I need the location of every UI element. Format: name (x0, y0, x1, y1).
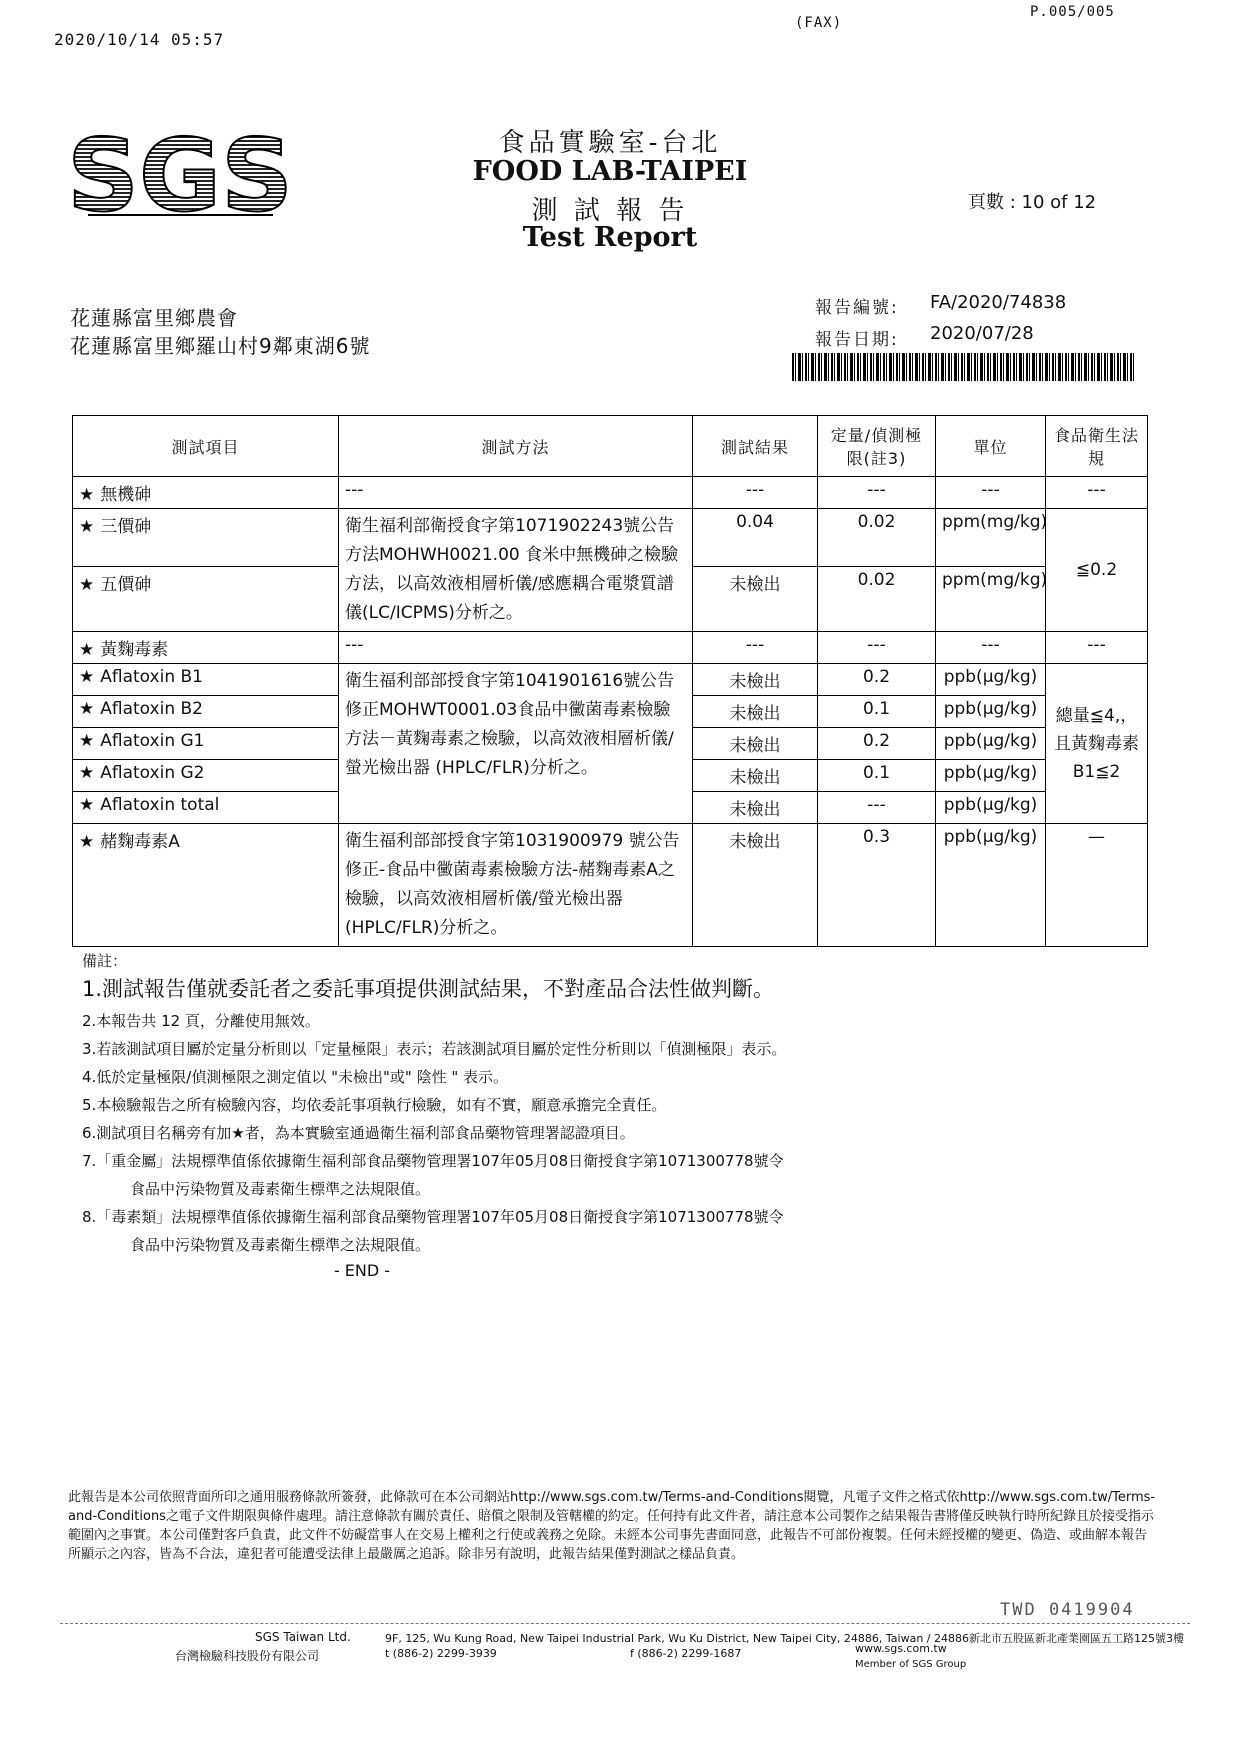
note-item: 4.低於定量極限/偵測極限之測定值以 "未檢出"或" 陰性 " 表示。 (82, 1068, 509, 1086)
result-cell: 未檢出 (693, 824, 818, 947)
note-item: 5.本檢驗報告之所有檢驗內容，均依委託事項執行檢驗，如有不實，願意承擔完全責任。 (82, 1096, 667, 1114)
fax-datetime: 2020/10/14 05:57 (54, 30, 225, 49)
limit-cell: 0.02 (818, 567, 936, 632)
method-cell: 衛生福利部部授食字第1041901616號公告修正MOHWT0001.03食品中黴菌毒素檢驗方法－黃麴毒素之檢驗，以高效液相層析儀/螢光檢出器 (HPLC/FLR)分析之。 (339, 664, 693, 824)
header-limit: 定量/偵測極限(註3) (818, 416, 936, 477)
table-row (73, 477, 1148, 509)
fax-page-ref: P.005/005 (1030, 4, 1115, 20)
note-item: 7.「重金屬」法規標準值係依據衛生福利部食品藥物管理署107年05月08日衛授食字第1071300778號令 (82, 1152, 784, 1170)
table-row (73, 632, 1148, 664)
note-item: 食品中污染物質及毒素衛生標準之法規限值。 (130, 1180, 431, 1198)
footer-fax: f (886-2) 2299-1687 (630, 1647, 742, 1660)
note-item: 1.測試報告僅就委託者之委託事項提供測試結果，不對產品合法性做判斷。 (82, 977, 775, 1001)
header-test-method: 測試方法 (339, 416, 693, 477)
test-results-table (72, 415, 1148, 947)
table-row (73, 509, 1148, 567)
regulation-cell: --- (1046, 632, 1148, 664)
page-label: 頁數 : (968, 192, 1016, 213)
item-cell: ★ 三價砷 (73, 509, 339, 567)
header-regulation: 食品衛生法規 (1046, 416, 1148, 477)
footer-company-en: SGS Taiwan Ltd. (255, 1630, 351, 1644)
footer-member: Member of SGS Group (855, 1659, 967, 1670)
item-cell: ★ Aflatoxin B1 (73, 664, 339, 696)
method-cell: 衛生福利部部授食字第1031900979 號公告修正-食品中黴菌毒素檢驗方法-赭麴毒素A之檢驗，以高效液相層析儀/螢光檢出器(HPLC/FLR)分析之。 (339, 824, 693, 947)
method-cell: 衛生福利部衛授食字第1071902243號公告方法MOHWH0021.00 食米中無機砷之檢驗方法，以高效液相層析儀/感應耦合電漿質譜儀(LC/ICPMS)分析之。 (339, 509, 693, 632)
unit-cell: ppm(mg/kg) (936, 509, 1046, 567)
unit-cell: ppm(mg/kg) (936, 567, 1046, 632)
header-test-item: 測試項目 (73, 416, 339, 477)
lab-title-en: FOOD LAB-TAIPEI (472, 156, 748, 187)
limit-cell: 0.2 (818, 728, 936, 760)
footer-address: 9F, 125, Wu Kung Road, New Taipei Industrial Park, Wu Ku District, New Taipei City, 24886, Taiwan / 24886新北市五股區新北產業園區五工路125號3樓 (385, 1632, 1184, 1645)
header-unit: 單位 (936, 416, 1046, 477)
unit-cell: --- (936, 477, 1046, 509)
note-item: 2.本報告共 12 頁，分離使用無效。 (82, 1012, 320, 1030)
footer-web: www.sgs.com.tw (855, 1642, 947, 1655)
report-number-value: FA/2020/74838 (930, 292, 1067, 313)
item-cell: ★ Aflatoxin total (73, 792, 339, 824)
limit-cell: 0.2 (818, 664, 936, 696)
client-name: 花蓮縣富里鄉農會 (70, 306, 238, 330)
limit-cell: 0.1 (818, 696, 936, 728)
footer-serial: TWD 0419904 (1000, 1600, 1135, 1620)
note-item: 食品中污染物質及毒素衛生標準之法規限值。 (130, 1236, 431, 1254)
note-item: 6.測試項目名稱旁有加★者，為本實驗室通過衛生福利部食品藥物管理署認證項目。 (82, 1124, 635, 1142)
limit-cell: 0.02 (818, 509, 936, 567)
notes-section (82, 950, 1182, 1280)
page-value: 10 of 12 (1021, 192, 1097, 213)
footer-divider (60, 1623, 1190, 1624)
unit-cell: ppb(μg/kg) (936, 760, 1046, 792)
page-number (968, 188, 1096, 214)
unit-cell: ppb(μg/kg) (936, 824, 1046, 947)
result-cell: 未檢出 (693, 728, 818, 760)
report-title-cn: 測 試 報 告 (531, 196, 689, 226)
unit-cell: ppb(μg/kg) (936, 696, 1046, 728)
table-row (73, 664, 1148, 696)
footer-tel: t (886-2) 2299-3939 (385, 1647, 497, 1660)
footer-disclaimer: 此報告是本公司依照背面所印之通用服務條款所簽發，此條款可在本公司網站http://www.sgs.com.tw/Terms-and-Conditions閱覽，凡電子文件之格式依http://www.sgs.com.tw/Terms-and-Conditions之電子文件期限與條件處理。請注意條款有關於責任、賠償之限制及管轄權的約定。任何持有此文件者，請注意本公司製作之結果報告書將僅反映執行時所紀錄且於接受指示範圍內之事實。本公司僅對客戶負責，此文件不妨礙當事人在交易上權利之行使或義務之免除。未經本公司事先書面同意，此報告不可部份複製。任何未經授權的變更、偽造、或曲解本報告所顯示之內容，皆為不合法，違犯者可能遭受法律上最嚴厲之追訴。除非另有說明，此報告結果僅對測試之樣品負責。 (68, 1490, 1156, 1562)
result-cell: --- (693, 632, 818, 664)
regulation-cell: 總量≦4,，且黃麴毒素B1≦2 (1046, 664, 1148, 824)
item-cell: ★ 五價砷 (73, 567, 339, 632)
result-cell: 0.04 (693, 509, 818, 567)
report-barcode (792, 353, 1134, 381)
item-cell: ★ 無機砷 (73, 477, 339, 509)
method-cell: --- (339, 477, 693, 509)
regulation-cell: --- (1046, 477, 1148, 509)
limit-cell: 0.3 (818, 824, 936, 947)
header-test-result: 測試結果 (693, 416, 818, 477)
item-cell: ★ 黃麴毒素 (73, 632, 339, 664)
client-address: 花蓮縣富里鄉羅山村9鄰東湖6號 (70, 334, 371, 358)
item-cell: ★ Aflatoxin B2 (73, 696, 339, 728)
item-cell: ★ Aflatoxin G1 (73, 728, 339, 760)
report-number-label: 報告編號: (815, 298, 899, 318)
result-cell: 未檢出 (693, 664, 818, 696)
report-date-label: 報告日期: (815, 330, 899, 350)
result-cell: 未檢出 (693, 567, 818, 632)
regulation-cell: ≦0.2 (1046, 509, 1148, 632)
fax-tag: (FAX) (795, 15, 843, 31)
limit-cell: 0.1 (818, 760, 936, 792)
limit-cell: --- (818, 477, 936, 509)
notes-title: 備註： (82, 952, 128, 970)
regulation-cell: — (1046, 824, 1148, 947)
sgs-logo-text: SGS (66, 117, 294, 234)
item-cell: ★ 赭麴毒素A (73, 824, 339, 947)
note-item: 8.「毒素類」法規標準值係依據衛生福利部食品藥物管理署107年05月08日衛授食字第1071300778號令 (82, 1208, 784, 1226)
footer-company-cn: 台灣檢驗科技股份有限公司 (175, 1649, 320, 1663)
result-cell: 未檢出 (693, 792, 818, 824)
result-cell: 未檢出 (693, 760, 818, 792)
result-cell: --- (693, 477, 818, 509)
note-item: 3.若該測試項目屬於定量分析則以「定量極限」表示；若該測試項目屬於定性分析則以「偵測極限」表示。 (82, 1040, 787, 1058)
result-cell: 未檢出 (693, 696, 818, 728)
limit-cell: --- (818, 792, 936, 824)
report-date-value: 2020/07/28 (930, 323, 1034, 344)
report-title-en: Test Report (522, 222, 698, 253)
unit-cell: ppb(μg/kg) (936, 792, 1046, 824)
item-cell: ★ Aflatoxin G2 (73, 760, 339, 792)
limit-cell: --- (818, 632, 936, 664)
unit-cell: --- (936, 632, 1046, 664)
end-marker: - END - (333, 1261, 391, 1280)
table-header-row (73, 416, 1148, 477)
method-cell: --- (339, 632, 693, 664)
table-row (73, 824, 1148, 947)
accredited-star: ★ (79, 485, 95, 505)
unit-cell: ppb(μg/kg) (936, 728, 1046, 760)
unit-cell: ppb(μg/kg) (936, 664, 1046, 696)
sgs-logo (66, 117, 294, 234)
lab-title-cn: 食品實驗室-台北 (498, 128, 722, 158)
